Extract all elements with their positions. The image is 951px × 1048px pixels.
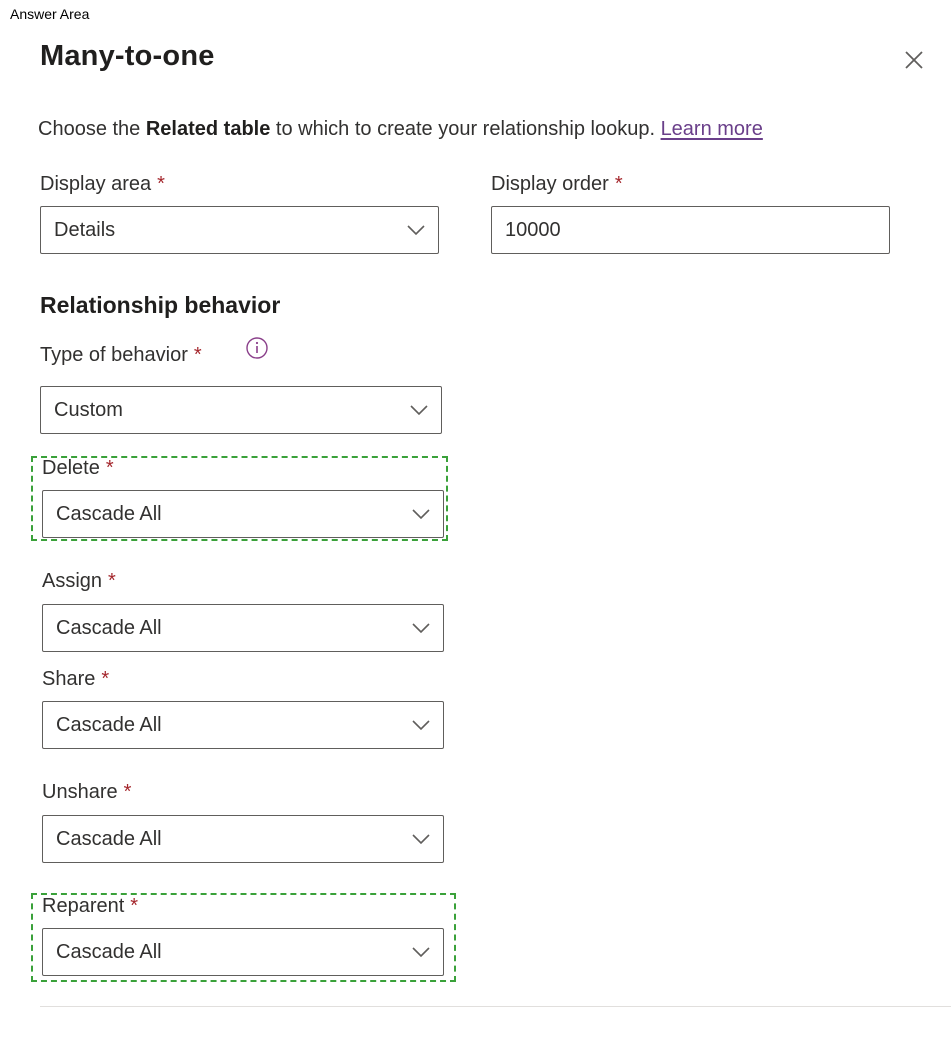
delete-label — [42, 457, 114, 480]
unshare-dropdown[interactable] — [42, 815, 444, 863]
close-icon — [898, 44, 930, 76]
chevron-down-icon — [409, 403, 429, 417]
share-dropdown[interactable] — [42, 701, 444, 749]
intro-suffix: to which to create your relationship lookup. — [270, 118, 661, 140]
required-mark: * — [108, 570, 116, 592]
learn-more-link[interactable]: Learn more — [660, 118, 763, 140]
display-order-label — [491, 173, 623, 196]
close-button[interactable] — [898, 44, 930, 76]
reparent-dropdown[interactable] — [42, 928, 444, 976]
type-of-behavior-value: Custom — [54, 399, 123, 421]
unshare-value: Cascade All — [56, 828, 162, 850]
intro-text — [38, 118, 763, 141]
type-of-behavior-label — [40, 344, 202, 367]
display-area-dropdown[interactable] — [40, 206, 439, 254]
reparent-label — [42, 895, 138, 918]
intro-prefix: Choose the — [38, 118, 146, 140]
display-area-label-text: Display area — [40, 173, 152, 195]
chevron-down-icon — [411, 507, 431, 521]
required-mark: * — [157, 173, 165, 195]
assign-label — [42, 570, 116, 593]
info-icon[interactable] — [245, 336, 269, 360]
panel-footer-divider — [40, 1006, 951, 1007]
reparent-value: Cascade All — [56, 941, 162, 963]
chevron-down-icon — [411, 832, 431, 846]
delete-label-text: Delete — [42, 457, 100, 479]
delete-value: Cascade All — [56, 503, 162, 525]
type-of-behavior-label-text: Type of behavior — [40, 344, 188, 366]
display-area-value: Details — [54, 219, 116, 241]
delete-dropdown[interactable] — [42, 490, 444, 538]
display-order-input[interactable] — [492, 207, 889, 253]
chevron-down-icon — [411, 621, 431, 635]
panel-title: Many-to-one — [40, 40, 215, 72]
share-value: Cascade All — [56, 714, 162, 736]
unshare-label — [42, 781, 131, 804]
assign-label-text: Assign — [42, 570, 103, 592]
chevron-down-icon — [411, 945, 431, 959]
intro-related-table: Related table — [145, 118, 271, 140]
share-label — [42, 668, 109, 691]
assign-dropdown[interactable] — [42, 604, 444, 652]
required-mark: * — [105, 457, 114, 479]
display-order-label-text: Display order — [491, 173, 609, 195]
required-mark: * — [130, 895, 139, 917]
reparent-label-text: Reparent — [42, 895, 125, 917]
required-mark: * — [614, 173, 623, 195]
required-mark: * — [101, 668, 110, 690]
chevron-down-icon — [406, 223, 426, 237]
required-mark: * — [193, 344, 202, 366]
unshare-label-text: Unshare — [42, 781, 118, 803]
chevron-down-icon — [411, 718, 431, 732]
answer-area-label: Answer Area — [10, 6, 90, 22]
required-mark: * — [123, 781, 132, 803]
type-of-behavior-dropdown[interactable] — [40, 386, 442, 434]
assign-value: Cascade All — [56, 617, 162, 639]
display-area-label — [40, 173, 165, 196]
display-order-field[interactable] — [491, 206, 890, 254]
share-label-text: Share — [42, 668, 96, 690]
relationship-behavior-heading: Relationship behavior — [40, 292, 281, 318]
